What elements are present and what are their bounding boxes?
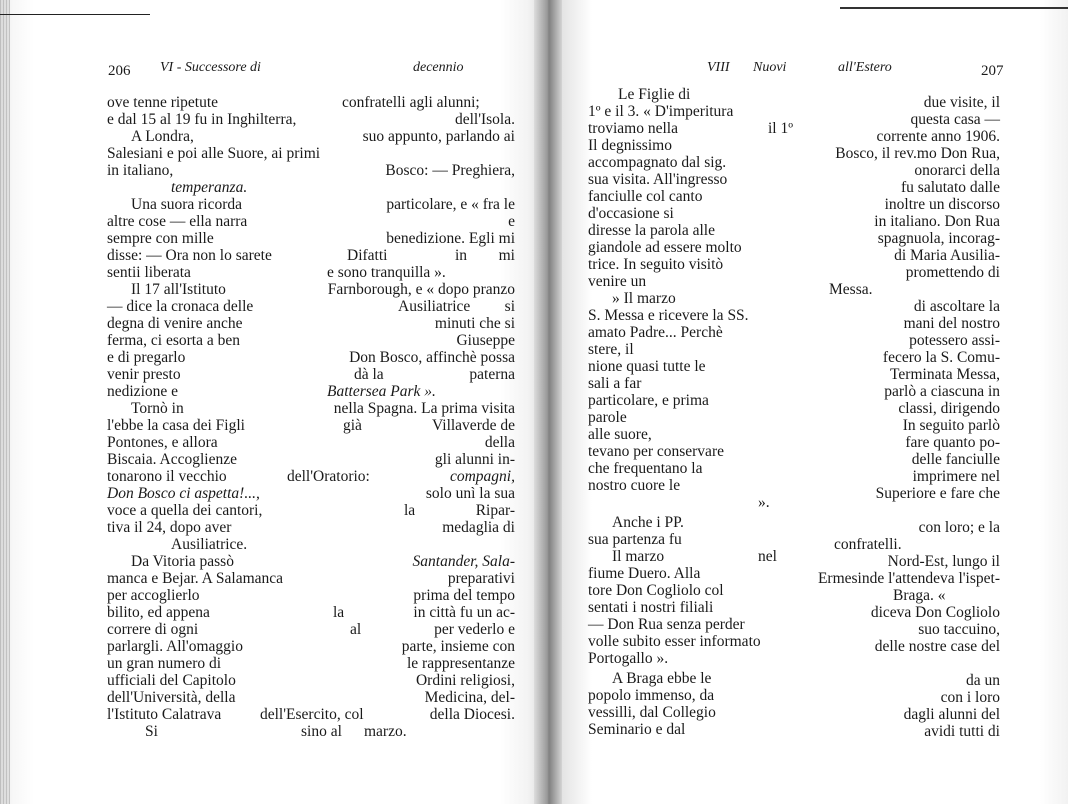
text-line: venire un bbox=[588, 273, 647, 290]
text-line: Battersea Park ». bbox=[327, 383, 436, 400]
text-line: mi bbox=[498, 247, 515, 264]
text-line: e bbox=[508, 213, 515, 230]
text-line: solo unì la sua bbox=[425, 485, 515, 502]
text-line: vessilli, dal Collegio bbox=[588, 704, 716, 721]
text-line: Da Vitoria passò bbox=[131, 553, 234, 570]
text-line: delle nostre case del bbox=[874, 638, 1000, 655]
text-line: suo taccuino, bbox=[918, 621, 1000, 638]
text-line: e di pregarlo bbox=[107, 349, 186, 366]
text-line: inoltre un discorso bbox=[884, 196, 1000, 213]
text-line: bilito, ed appena bbox=[107, 604, 210, 621]
text-line: l'Istituto Calatrava bbox=[107, 706, 222, 723]
text-line: Il degnissimo bbox=[588, 137, 672, 154]
text-line: Superiore e fare che bbox=[875, 485, 1000, 502]
text-line: Ordini religiosi, bbox=[415, 672, 515, 689]
text-line: fecero la S. Comu- bbox=[882, 349, 1000, 366]
text-line: di Maria Ausilia- bbox=[894, 247, 1000, 264]
text-line: sua partenza fu bbox=[588, 531, 682, 548]
left-page-edge-shadow bbox=[0, 0, 10, 804]
text-line: diceva Don Cogliolo bbox=[870, 604, 1000, 621]
text-line: sali a far bbox=[588, 375, 642, 392]
text-line: in italiano, bbox=[107, 162, 174, 179]
text-line: venir presto bbox=[107, 366, 181, 383]
text-line: spagnuola, incorag- bbox=[877, 230, 1000, 247]
text-line: giandole ad essere molto bbox=[588, 239, 742, 256]
text-line: dell'Esercito, col bbox=[260, 706, 364, 723]
text-line: ove tenne ripetute bbox=[107, 94, 219, 111]
text-line: dell'Isola. bbox=[454, 111, 515, 128]
text-line: per vederlo e bbox=[434, 621, 515, 638]
text-line: Seminario e dal bbox=[588, 721, 686, 738]
text-line: l'ebbe la casa dei Figli bbox=[107, 417, 245, 434]
text-line: con loro; e la bbox=[918, 519, 1000, 536]
text-line: popolo immenso, da bbox=[588, 687, 715, 704]
text-line: Bosco, il rev.mo Don Rua, bbox=[835, 145, 1000, 162]
text-line: le rappresentanze bbox=[406, 655, 515, 672]
left-page-number: 206 bbox=[108, 63, 131, 79]
text-line: stere, il bbox=[588, 341, 634, 358]
book-gutter-shadow bbox=[534, 0, 562, 804]
text-line: avidi tutti di bbox=[924, 723, 1000, 740]
text-line: di ascoltare la bbox=[913, 298, 1000, 315]
text-line: classi, dirigendo bbox=[898, 400, 1000, 417]
text-line: Anche i PP. bbox=[612, 514, 684, 531]
text-line: si bbox=[504, 298, 515, 315]
text-line: Bosco: — Preghiera, bbox=[385, 162, 515, 179]
text-line: Portogallo ». bbox=[588, 650, 669, 667]
text-line: imprimere nel bbox=[912, 468, 1000, 485]
text-line: Braga. « bbox=[893, 587, 946, 604]
text-line: tevano per conservare bbox=[588, 443, 724, 460]
text-line: confratelli. bbox=[834, 536, 902, 553]
text-line: volle subito esser informato bbox=[588, 633, 761, 650]
text-line: Tornò in bbox=[131, 400, 184, 417]
text-line: due visite, il bbox=[923, 94, 1000, 111]
text-line: mani del nostro bbox=[903, 315, 1000, 332]
text-line: parole bbox=[588, 409, 627, 426]
text-line: da un bbox=[965, 672, 1000, 689]
left-running-head-section: decennio bbox=[413, 60, 464, 75]
text-line: gli alunni in- bbox=[434, 451, 515, 468]
text-line: dell'Oratorio: bbox=[287, 468, 370, 485]
text-line: fu salutato dalle bbox=[901, 179, 1000, 196]
left-top-rule bbox=[0, 14, 150, 15]
text-line: » Il marzo bbox=[612, 290, 676, 307]
text-line: — dice la cronaca delle bbox=[107, 298, 254, 315]
text-line: troviamo nella bbox=[588, 120, 678, 137]
text-line: Una suora ricorda bbox=[131, 196, 243, 213]
text-line: degna di venire anche bbox=[107, 315, 243, 332]
text-line: ». bbox=[758, 494, 770, 511]
text-line: Villaverde de bbox=[432, 417, 515, 434]
text-line: amato Padre... Perchè bbox=[588, 324, 723, 341]
text-line: paterna bbox=[469, 366, 515, 383]
text-line: sentati i nostri filiali bbox=[588, 599, 714, 616]
text-line: particolare, e « fra le bbox=[386, 196, 515, 213]
text-line: manca e Bejar. A Salamanca bbox=[107, 570, 284, 587]
text-line: temperanza. bbox=[171, 179, 248, 196]
text-line: Don Bosco, affinchè possa bbox=[349, 349, 515, 366]
text-line: fare quanto po- bbox=[905, 434, 1000, 451]
text-line: Il 17 all'Istituto bbox=[131, 281, 226, 298]
text-line: potessero assi- bbox=[909, 332, 1000, 349]
text-line: parte, insieme con bbox=[401, 638, 515, 655]
text-line: nione quasi tutte le bbox=[588, 358, 706, 375]
text-line: Difatti bbox=[347, 247, 388, 264]
text-line: onorarci della bbox=[914, 162, 1000, 179]
right-top-rule bbox=[840, 7, 1068, 9]
right-running-head-subsection: all'Estero bbox=[838, 60, 892, 75]
text-line: In seguito parlò bbox=[902, 417, 1000, 434]
text-line: correre di ogni bbox=[107, 621, 199, 638]
text-line: tore Don Cogliolo col bbox=[588, 582, 724, 599]
text-line: particolare, e prima bbox=[588, 392, 709, 409]
text-line: con i loro bbox=[940, 689, 1000, 706]
text-line: delle fanciulle bbox=[911, 451, 1000, 468]
text-line: Ausiliatrice bbox=[398, 298, 471, 315]
text-line: promettendo di bbox=[905, 264, 1000, 281]
text-line: compagni, bbox=[449, 468, 515, 485]
text-line: Ripar- bbox=[475, 502, 515, 519]
text-line: Salesiani e poi alle Suore, ai primi bbox=[107, 145, 321, 162]
text-line: voce a quella dei cantori, bbox=[107, 502, 263, 519]
text-line: sempre con mille bbox=[107, 230, 214, 247]
text-line: marzo. bbox=[364, 723, 407, 740]
text-line: in italiano. Don Rua bbox=[874, 213, 1000, 230]
text-line: il 1º bbox=[768, 120, 794, 137]
text-line: suo appunto, parlando ai bbox=[362, 128, 515, 145]
text-line: ufficiali del Capitolo bbox=[107, 672, 236, 689]
text-line: minuti che si bbox=[434, 315, 515, 332]
text-line: Biscaia. Accoglienze bbox=[107, 451, 237, 468]
text-line: sino al bbox=[301, 723, 342, 740]
text-line: della bbox=[484, 434, 515, 451]
text-line: Terminata Messa, bbox=[890, 366, 1000, 383]
text-line: sua visita. All'ingresso bbox=[588, 171, 728, 188]
text-line: dell'Università, della bbox=[107, 689, 236, 706]
text-line: un gran numero di bbox=[107, 655, 222, 672]
text-line: al bbox=[350, 621, 362, 638]
text-line: la bbox=[333, 604, 345, 621]
text-line: medaglia di bbox=[442, 519, 515, 536]
text-line: tiva il 24, dopo aver bbox=[107, 519, 232, 536]
text-line: disse: — Ora non lo sarete bbox=[107, 247, 272, 264]
text-line: ferma, ci esorta a ben bbox=[107, 332, 240, 349]
right-running-head-section: Nuovi bbox=[753, 60, 787, 75]
text-line: già bbox=[343, 417, 362, 434]
text-line: nostro cuore le bbox=[588, 477, 681, 494]
text-line: questa casa — bbox=[910, 111, 1000, 128]
text-line: diresse la parola alle bbox=[588, 222, 715, 239]
text-line: 1º e il 3. « D'imperitura bbox=[588, 103, 734, 120]
text-line: parlargli. All'omaggio bbox=[107, 638, 243, 655]
text-line: per accoglierlo bbox=[107, 587, 200, 604]
text-line: Santander, Sala- bbox=[412, 553, 515, 570]
text-line: nedizione e bbox=[107, 383, 179, 400]
text-line: Si bbox=[145, 723, 158, 740]
text-line: e sono tranquilla ». bbox=[327, 264, 446, 281]
text-line: della Diocesi. bbox=[429, 706, 515, 723]
text-line: trice. In seguito visitò bbox=[588, 256, 724, 273]
text-line: in città fu un ac- bbox=[413, 604, 515, 621]
text-line: Pontones, e allora bbox=[107, 434, 218, 451]
text-line: corrente anno 1906. bbox=[876, 128, 1000, 145]
text-line: la bbox=[404, 502, 416, 519]
text-line: prima del tempo bbox=[413, 587, 515, 604]
left-running-head-chapter: VI - Successore di bbox=[160, 60, 261, 75]
text-line: fanciulle col canto bbox=[588, 188, 703, 205]
text-line: tonarono il vecchio bbox=[107, 468, 227, 485]
text-line: benedizione. Egli mi bbox=[386, 230, 515, 247]
text-line: preparativi bbox=[447, 570, 515, 587]
text-line: Messa. bbox=[829, 281, 873, 298]
right-page-number: 207 bbox=[981, 63, 1004, 79]
text-line: accompagnato dal sig. bbox=[588, 154, 727, 171]
text-line: A Braga ebbe le bbox=[612, 670, 712, 687]
text-line: che frequentano la bbox=[588, 460, 703, 477]
text-line: dà la bbox=[354, 366, 384, 383]
text-line: sentii liberata bbox=[107, 264, 191, 281]
text-line: Farnborough, e « dopo pranzo bbox=[327, 281, 515, 298]
text-line: Il marzo bbox=[612, 548, 665, 565]
text-line: — Don Rua senza perder bbox=[588, 616, 745, 633]
text-line: nel bbox=[758, 548, 777, 565]
right-running-head-chapter: VIII bbox=[707, 60, 730, 75]
text-line: Ermesinde l'attendeva l'ispet- bbox=[817, 570, 1000, 587]
text-line: e dal 15 al 19 fu in Inghilterra, bbox=[107, 111, 297, 128]
text-line: Nord-Est, lungo il bbox=[887, 553, 1000, 570]
text-line: nella Spagna. La prima visita bbox=[333, 400, 515, 417]
text-line: dagli alunni del bbox=[903, 706, 1000, 723]
text-line: altre cose — ella narra bbox=[107, 213, 248, 230]
text-line: d'occasione si bbox=[588, 205, 674, 222]
text-line: confratelli agli alunni; bbox=[342, 94, 480, 111]
text-line: parlò a ciascuna in bbox=[884, 383, 1000, 400]
text-line: Ausiliatrice. bbox=[171, 536, 248, 553]
text-line: in bbox=[455, 247, 468, 264]
text-line: S. Messa e ricevere la SS. bbox=[588, 307, 749, 324]
text-line: Le Figlie di bbox=[618, 86, 691, 103]
text-line: Medicina, del- bbox=[424, 689, 515, 706]
text-line: A Londra, bbox=[131, 128, 194, 145]
text-line: Giuseppe bbox=[456, 332, 515, 349]
text-line: fiume Duero. Alla bbox=[588, 565, 701, 582]
text-line: alle suore, bbox=[588, 426, 652, 443]
text-line: Don Bosco ci aspetta!..., bbox=[107, 485, 260, 502]
